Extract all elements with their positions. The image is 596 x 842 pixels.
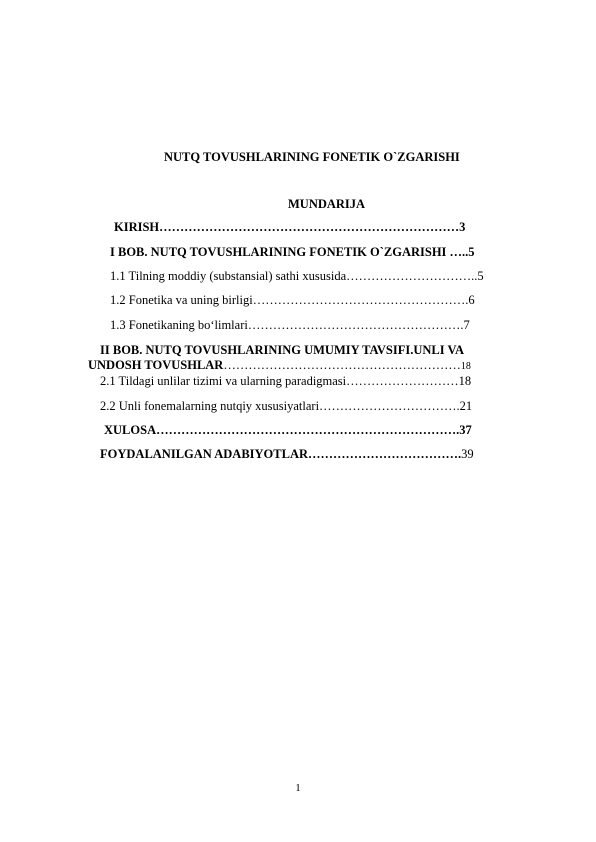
toc-references-page: 39 xyxy=(461,447,474,461)
toc-chapter-2-title-end: UNDOSH TOVUSHLAR xyxy=(88,358,224,372)
toc-references-title: FOYDALANILGAN ADABIYOTLAR………………………………. xyxy=(100,447,462,461)
toc-entry-2-2: 2.2 Unli fonemalarning nutqiy xususiyatlari…………………………….21 xyxy=(100,399,473,413)
toc-entry-references xyxy=(100,447,474,462)
toc-entry-2-1: 2.1 Tildagi unlilar tizimi va ularning paradigmasi………………………18 xyxy=(100,374,472,388)
page-number: 1 xyxy=(295,782,301,794)
toc-entry-1-2: 1.2 Fonetika va uning birligi…………………………………………….6 xyxy=(110,293,475,307)
toc-chapter-2-page: 18 xyxy=(460,361,471,372)
toc-entry-1-3: 1.3 Fonetikaning bo‘limlari…………………………………………….7 xyxy=(110,318,470,332)
contents-heading: MUNDARIJA xyxy=(288,197,366,211)
document-title: NUTQ TOVUSHLARINING FONETIK O`ZGARISHI xyxy=(164,150,460,164)
toc-entry-kirish: KIRISH………………………………………………………………3 xyxy=(114,220,466,234)
toc-entry-chapter-2-line2 xyxy=(88,358,471,374)
toc-chapter-2-leader: ………………………………………………… xyxy=(223,358,461,372)
toc-entry-chapter-1: I BOB. NUTQ TOVUSHLARINING FONETIK O`ZGARISHI …..5 xyxy=(110,245,475,259)
toc-entry-1-1: 1.1 Tilning moddiy (substansial) sathi xususida…………………………..5 xyxy=(110,269,484,283)
toc-entry-chapter-2-line1: II BOB. NUTQ TOVUSHLARINING UMUMIY TAVSIFI.UNLI VA xyxy=(100,343,464,357)
toc-entry-xulosa: XULOSA……………………………………………………………….37 xyxy=(104,423,472,437)
